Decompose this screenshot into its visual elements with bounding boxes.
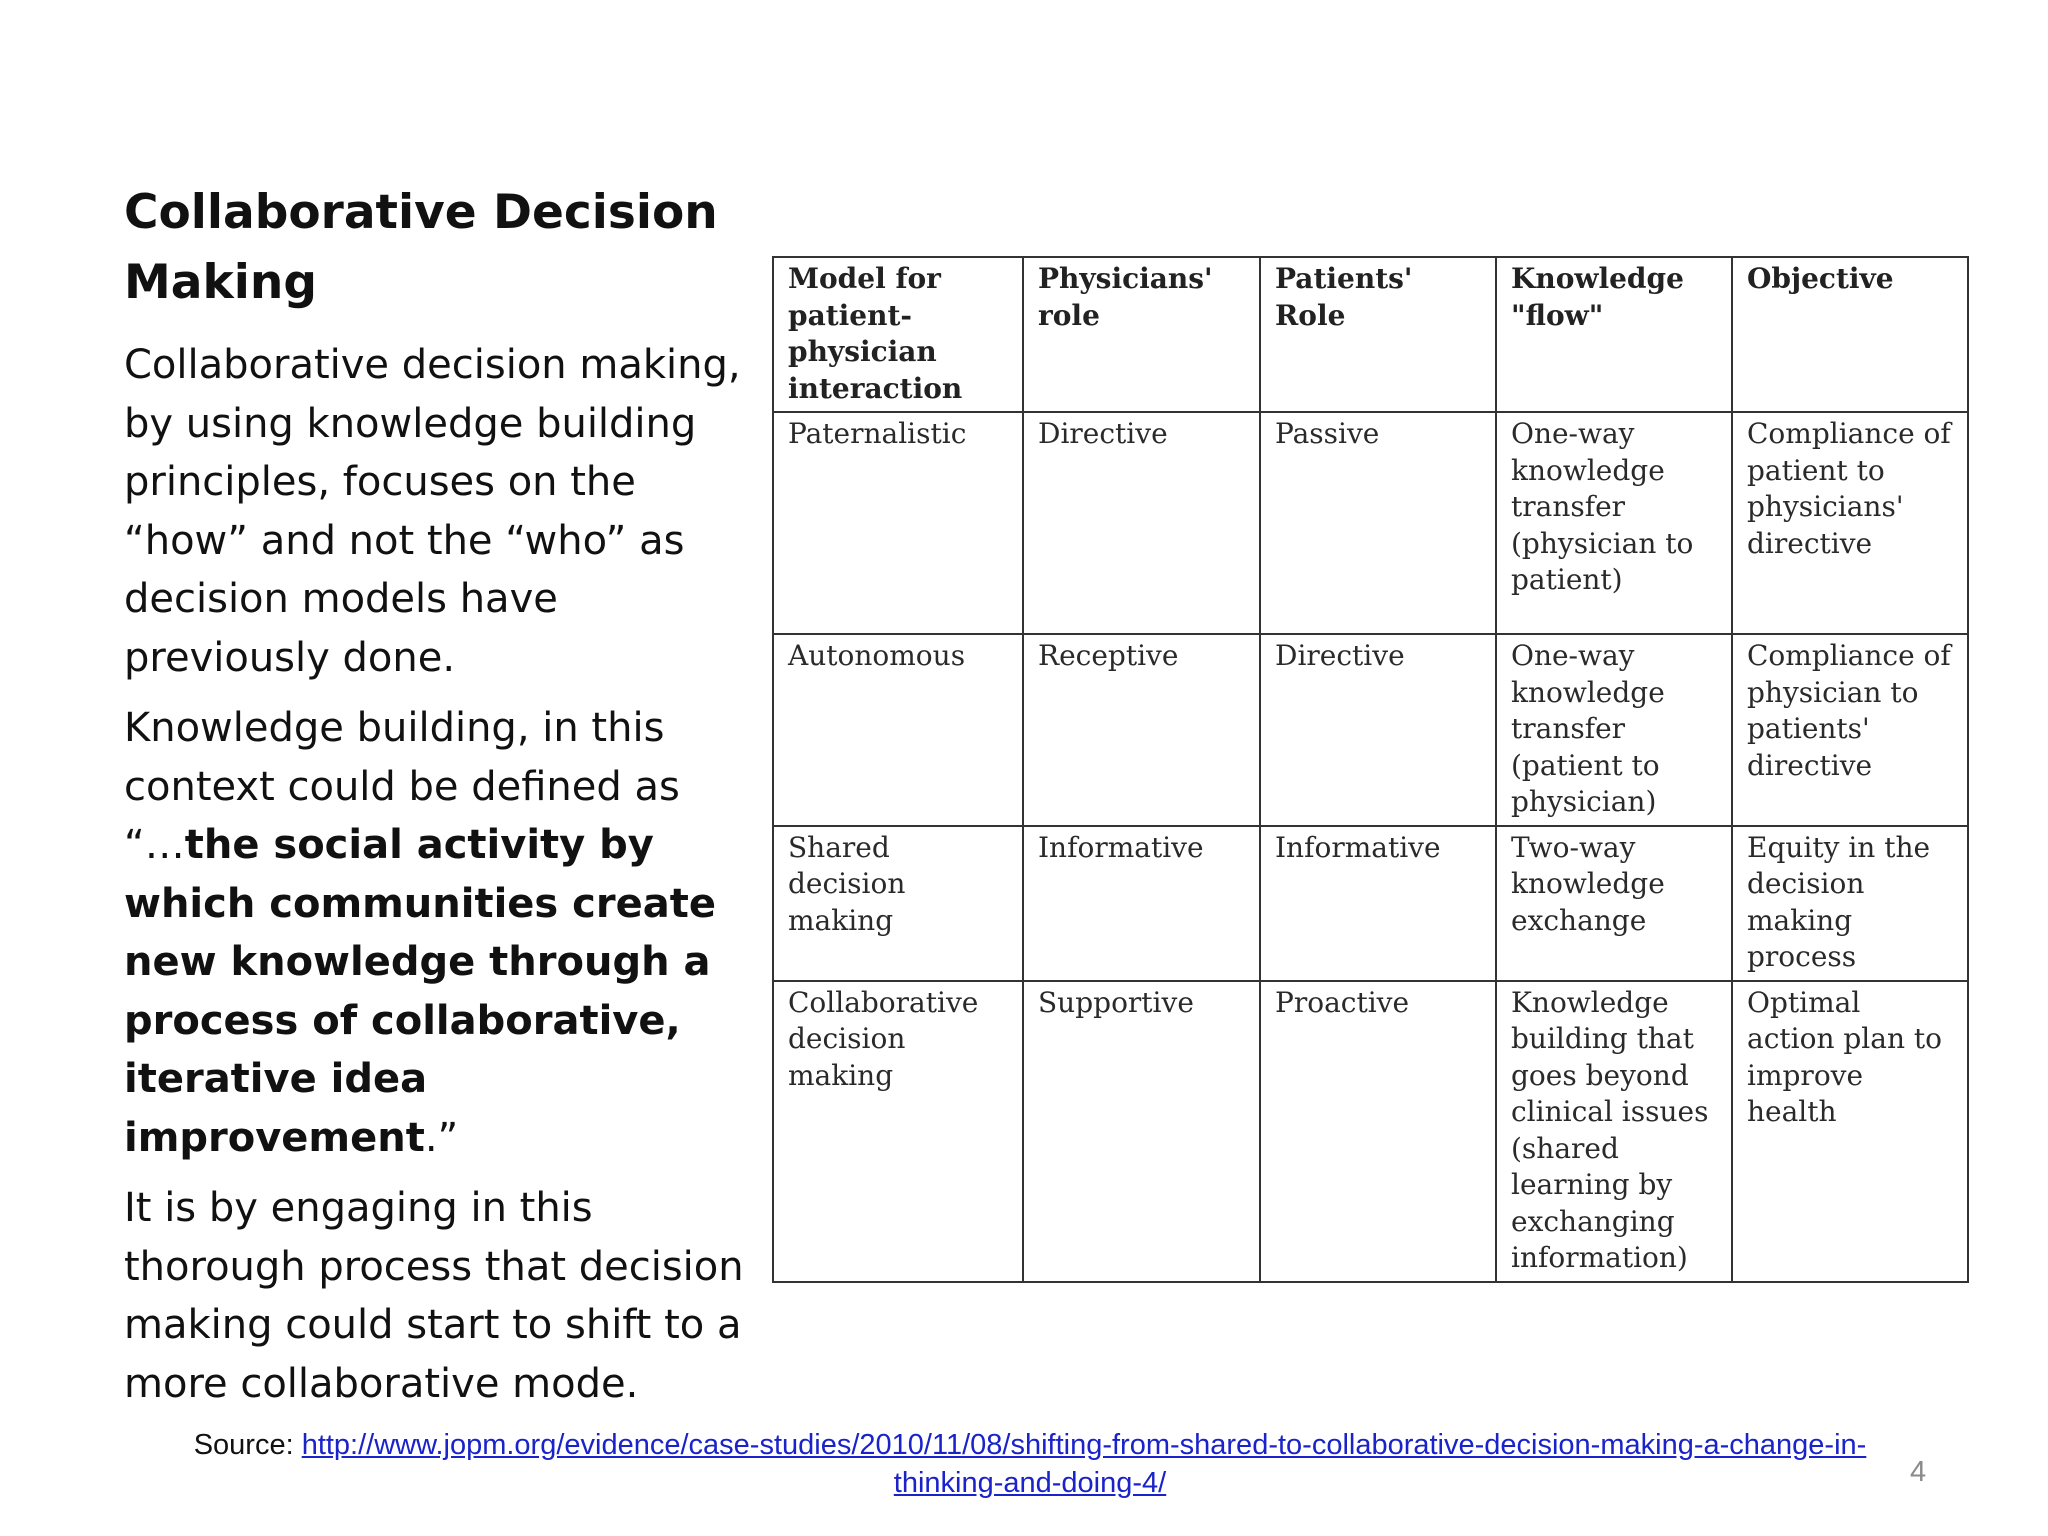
table-cell: Proactive bbox=[1260, 981, 1496, 1282]
table-cell: Shared decision making bbox=[773, 826, 1023, 981]
table-cell: Knowledge building that goes beyond clinical issues (shared learning by exchanging information) bbox=[1496, 981, 1732, 1282]
page-number: 4 bbox=[1910, 1456, 1927, 1488]
table-cell: Autonomous bbox=[773, 634, 1023, 826]
table-cell: Supportive bbox=[1023, 981, 1260, 1282]
table-cell: Collaborative decision making bbox=[773, 981, 1023, 1282]
table-row bbox=[773, 826, 1968, 981]
table-cell: One-way knowledge transfer (patient to physician) bbox=[1496, 634, 1732, 826]
table-cell: Compliance of physician to patients' directive bbox=[1732, 634, 1968, 826]
slide-title: Collaborative Decision Making bbox=[124, 185, 718, 310]
knowledge-building-definition: the social activity by which communities create new knowledge through a process of collaborative, iterative idea improvement bbox=[124, 822, 716, 1161]
table-header-row bbox=[773, 257, 1968, 412]
interaction-models-table-image bbox=[772, 256, 1969, 1283]
source-citation bbox=[150, 1426, 1910, 1502]
paragraph-1: Collaborative decision making, by using knowledge building principles, focuses on the “how” and not the “who” as decision models have previously done. bbox=[124, 342, 741, 681]
header-model: Model for patient-physician interaction bbox=[773, 257, 1023, 412]
source-link[interactable]: http://www.jopm.org/evidence/case-studies/2010/11/08/shifting-from-shared-to-collaborative-decision-making-a-change-in-thinking-and-doing-4/ bbox=[301, 1429, 1867, 1499]
table-cell: Directive bbox=[1023, 412, 1260, 634]
paragraph-2 bbox=[124, 699, 744, 1167]
table-cell: Passive bbox=[1260, 412, 1496, 634]
table-cell: Informative bbox=[1260, 826, 1496, 981]
table-row bbox=[773, 981, 1968, 1282]
table-cell: Equity in the decision making process bbox=[1732, 826, 1968, 981]
paragraph-2-lead: Knowledge building, in this context could be defined as “… bbox=[124, 705, 680, 868]
table-cell: Directive bbox=[1260, 634, 1496, 826]
table-cell: Paternalistic bbox=[773, 412, 1023, 634]
table-cell: One-way knowledge transfer (physician to patient) bbox=[1496, 412, 1732, 634]
paragraph-2-tail: .” bbox=[424, 1114, 459, 1161]
body-text bbox=[124, 336, 744, 1425]
table-cell: Receptive bbox=[1023, 634, 1260, 826]
header-objective: Objective bbox=[1732, 257, 1968, 412]
table-cell: Optimal action plan to improve health bbox=[1732, 981, 1968, 1282]
table-cell: Informative bbox=[1023, 826, 1260, 981]
header-patients-role: Patients' Role bbox=[1260, 257, 1496, 412]
paragraph-3: It is by engaging in this thorough process that decision making could start to shift to a more collaborative mode. bbox=[124, 1185, 744, 1407]
header-knowledge-flow: Knowledge "flow" bbox=[1496, 257, 1732, 412]
table-row bbox=[773, 412, 1968, 634]
header-physicians-role: Physicians' role bbox=[1023, 257, 1260, 412]
table-cell: Compliance of patient to physicians' directive bbox=[1732, 412, 1968, 634]
source-label: Source: bbox=[193, 1429, 302, 1461]
interaction-models-table bbox=[772, 256, 1969, 1283]
table-row bbox=[773, 634, 1968, 826]
table-cell: Two-way knowledge exchange bbox=[1496, 826, 1732, 981]
